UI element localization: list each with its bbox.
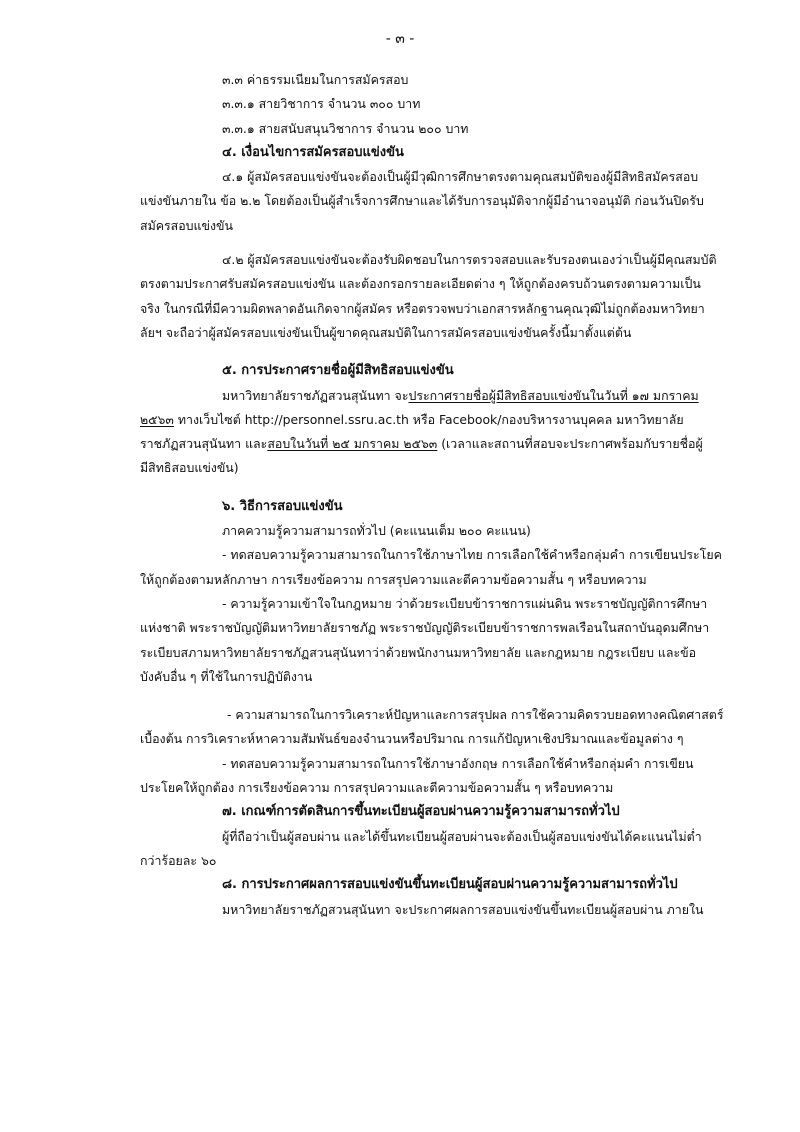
section-4-2-line1: ๔.๒ ผู้สมัครสอบแข่งขันจะต้องรับผิดชอบในการตรวจสอบและรับรองตนเองว่าเป็นผู้มีคุณสมบัติ xyxy=(222,252,717,268)
section-6-subheading: ภาคความรู้ความสามารถทั่วไป (คะแนนเต็ม ๒๐๐ คะแนน) xyxy=(222,523,531,539)
section-5-line2 xyxy=(140,408,684,432)
section-6-b4-line1: - ทดสอบความรู้ความสามารถในการใช้ภาษาอังกฤษ การเลือกใช้คำหรือกลุ่มคำ การเขียน xyxy=(222,755,694,771)
exam-date: สอบในวันที่ ๒๕ มกราคม ๒๕๖๓ xyxy=(267,436,438,452)
section-4-heading: ๔. เงื่อนไขการสมัครสอบแข่งขัน xyxy=(222,144,404,160)
section-5-line2-text: ทางเว็บไซต์ xyxy=(173,411,245,427)
section-6-b4-line2: ประโยคให้ถูกต้อง การเรียงข้อความ การสรุปความและตีความข้อความสั้น ๆ หรือบทความ xyxy=(140,780,614,796)
document-body xyxy=(140,68,724,922)
section-4-1-line3: สมัครสอบแข่งขัน xyxy=(140,217,233,233)
section-6-b3-line2: เบื้องต้น การวิเคราะห์หาความสัมพันธ์ของจำนวนหรือปริมาณ การแก้ปัญหาเชิงปริมาณและข้อมูลต่าง ๆ xyxy=(140,731,684,747)
fee-academic: ๓.๓.๑ สายวิชาการ จำนวน ๓๐๐ บาท xyxy=(222,96,421,112)
section-6-b1-line1: - ทดสอบความรู้ความสามารถในการใช้ภาษาไทย การเลือกใช้คำหรือกลุ่มคำ การเขียนประโยค xyxy=(222,547,722,563)
section-5-line1-text: มหาวิทยาลัยราชภัฏสวนสุนันทา จะ xyxy=(222,387,409,403)
website-link[interactable]: http://personnel.ssru.ac.th xyxy=(244,411,409,427)
page-number: - ๓ - xyxy=(385,31,415,47)
section-6-b2-line4: บังคับอื่น ๆ ที่ใช้ในการปฏิบัติงาน xyxy=(140,668,313,684)
section-5-line2-tail: หรือ Facebook/กองบริหารงานบุคคล มหาวิทยาลัย xyxy=(408,411,684,427)
section-6-b3-line1: - ความสามารถในการวิเคราะห์ปัญหาและการสรุปผล การใช้ความคิดรวบยอดทางคณิตศาสตร์ xyxy=(227,707,724,723)
section-8-heading: ๘. การประกาศผลการสอบแข่งขันขึ้นทะเบียนผู้สอบผ่านความรู้ความสามารถทั่วไป xyxy=(222,877,678,893)
fee-title: ๓.๓ ค่าธรรมเนียมในการสมัครสอบ xyxy=(222,72,409,87)
section-6-b2-line1: - ความรู้ความเข้าใจในกฎหมาย ว่าด้วยระเบียบข้าราชการแผ่นดิน พระราชบัญญัติการศึกษา xyxy=(222,595,708,611)
section-6-b1-line2: ให้ถูกต้องตามหลักภาษา การเรียงข้อความ การสรุปความและตีความข้อความสั้น ๆ หรือบทความ xyxy=(140,571,647,587)
section-4-2-line3: จริง ในกรณีที่มีความผิดพลาดอันเกิดจากผู้สมัคร หรือตรวจพบว่าเอกสารหลักฐานคุณวุฒิไม่ถูกต้องมหาวิทยา xyxy=(140,300,705,316)
section-4-1-line1: ๔.๑ ผู้สมัครสอบแข่งขันจะต้องเป็นผู้มีวุฒิการศึกษาตรงตามคุณสมบัติของผู้มีสิทธิสมัครสอบ xyxy=(222,169,699,185)
section-5-line3-tail: (เวลาและสถานที่สอบจะประกาศพร้อมกับรายชื่อผู้ xyxy=(437,436,703,452)
section-4-2-line4: ลัยฯ จะถือว่าผู้สมัครสอบแข่งขันเป็นผู้ขาดคุณสมบัติในการสมัครสอบแข่งขันครั้งนี้มาตั้งแต่ต้น xyxy=(140,324,632,340)
section-5-line4: มีสิทธิสอบแข่งขัน) xyxy=(140,460,239,476)
fee-support: ๓.๓.๑ สายสนับสนุนวิชาการ จำนวน ๒๐๐ บาท xyxy=(222,120,469,136)
section-7-line1: ผู้ที่ถือว่าเป็นผู้สอบผ่าน และได้ขึ้นทะเบียนผู้สอบผ่านจะต้องเป็นผู้สอบแข่งขันได้คะแนนไม่ต่ำ xyxy=(222,828,702,844)
section-6-b2-line2: แห่งชาติ พระราชบัญญัติมหาวิทยาลัยราชภัฏ พระราชบัญญัติระเบียบข้าราชการพลเรือนในสถาบันอุดมศึกษา xyxy=(140,620,710,636)
section-6-heading: ๖. วิธีการสอบแข่งขัน xyxy=(222,498,343,514)
announcement-date: ประกาศรายชื่อผู้มีสิทธิสอบแข่งขันในวันที่ ๑๗ มกราคม xyxy=(408,387,699,403)
section-6-b2-line3: ระเบียบสภามหาวิทยาลัยราชภัฏสวนสุนันทาว่าด้วยพนักงานมหาวิทยาลัย และกฎหมาย กฎระเบียบ และข้อ xyxy=(140,644,697,660)
section-7-line2: กว่าร้อยละ ๖๐ xyxy=(140,852,217,868)
announcement-year: ๒๕๖๓ xyxy=(140,411,174,427)
section-5-heading: ๕. การประกาศรายชื่อผู้มีสิทธิสอบแข่งขัน xyxy=(222,363,454,379)
section-4-1-line2: แข่งขันภายใน ข้อ ๒.๒ โดยต้องเป็นผู้สำเร็จการศึกษาและได้รับการอนุมัติจากผู้มีอำนาจอนุมัติ ก่อนวันปิดรับ xyxy=(140,193,704,209)
section-7-heading: ๗. เกณฑ์การตัดสินการขึ้นทะเบียนผู้สอบผ่านความรู้ความสามารถทั่วไป xyxy=(222,804,620,820)
section-4-2-line2: ตรงตามประกาศรับสมัครสอบแข่งขัน และต้องกรอกรายละเอียดต่าง ๆ ให้ถูกต้องครบถ้วนตรงตามความเป็น xyxy=(140,276,701,292)
section-8-line1: มหาวิทยาลัยราชภัฏสวนสุนันทา จะประกาศผลการสอบแข่งขันขึ้นทะเบียนผู้สอบผ่าน ภายใน xyxy=(222,901,704,917)
section-5-line3 xyxy=(140,432,703,456)
section-5-line1 xyxy=(140,384,699,408)
section-5-line3-text: ราชภัฏสวนสุนันทา และ xyxy=(140,436,268,452)
